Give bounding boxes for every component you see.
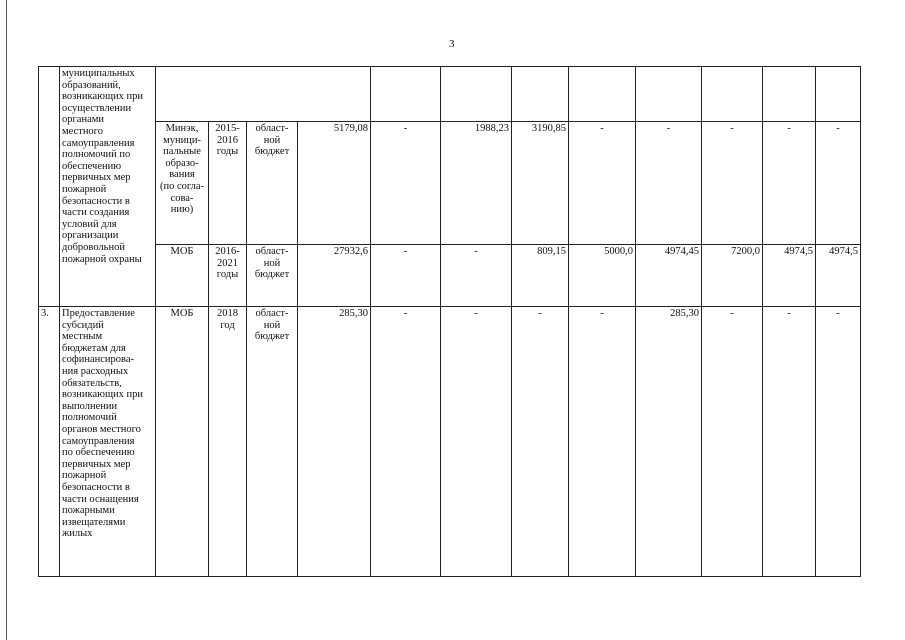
value-cell: 285,30 (298, 307, 371, 577)
value-cell: - (371, 122, 441, 245)
empty-cell (763, 67, 816, 122)
value-cell: - (763, 122, 816, 245)
value-cell: - (441, 307, 512, 577)
value-cell: 5000,0 (569, 245, 636, 307)
value-cell: 285,30 (636, 307, 702, 577)
value-cell: - (702, 307, 763, 577)
value-cell: 1988,23 (441, 122, 512, 245)
executor-cell: МОБ (156, 245, 209, 307)
period-cell: 2018 год (209, 307, 247, 577)
page-number: 3 (449, 38, 455, 50)
value-cell: - (702, 122, 763, 245)
value-cell: - (636, 122, 702, 245)
table-row (39, 67, 861, 122)
empty-cell (636, 67, 702, 122)
value-cell: 5179,08 (298, 122, 371, 245)
executor-cell: МОБ (156, 307, 209, 577)
value-cell: - (569, 307, 636, 577)
value-cell: 4974,5 (816, 245, 861, 307)
table-row (39, 307, 861, 577)
period-cell: 2015- 2016 годы (209, 122, 247, 245)
value-cell: - (371, 307, 441, 577)
value-cell: 809,15 (512, 245, 569, 307)
empty-cell (569, 67, 636, 122)
empty-cell (512, 67, 569, 122)
executor-cell: Минэк, муници- пальные образо- вания (по согла- сова- нию) (156, 122, 209, 245)
funding-source-cell: област- ной бюджет (247, 122, 298, 245)
budget-table (38, 66, 861, 577)
funding-source-cell: област- ной бюджет (247, 245, 298, 307)
value-cell: 27932,6 (298, 245, 371, 307)
value-cell: - (569, 122, 636, 245)
value-cell: - (816, 307, 861, 577)
empty-cell (816, 67, 861, 122)
empty-cell (156, 67, 371, 122)
page-left-edge-line (6, 0, 7, 640)
row-number-cell: 3. (39, 307, 60, 577)
empty-cell (371, 67, 441, 122)
activity-name-cell: Предоставление субсидий местным бюджетам для софинансирова- ния расходных обязательств, возникающих при выполнении полномочий органов местного самоуправления по обеспечению первичных мер пожарной безопасности в части оснащения пожарными извещателями жилых (60, 307, 156, 577)
row-number-cell (39, 67, 60, 307)
period-cell: 2016- 2021 годы (209, 245, 247, 307)
activity-name-cell: муниципальных образований, возникающих при осуществлении органами местного самоуправления полномочий по обеспечению первичных мер пожарной безопасности в части создания условий для организации добровольной пожарной охраны (60, 67, 156, 307)
value-cell: - (763, 307, 816, 577)
empty-cell (441, 67, 512, 122)
empty-cell (702, 67, 763, 122)
value-cell: 3190,85 (512, 122, 569, 245)
value-cell: 4974,5 (763, 245, 816, 307)
value-cell: - (371, 245, 441, 307)
table-row (39, 122, 861, 245)
value-cell: 4974,45 (636, 245, 702, 307)
value-cell: - (441, 245, 512, 307)
value-cell: 7200,0 (702, 245, 763, 307)
value-cell: - (816, 122, 861, 245)
value-cell: - (512, 307, 569, 577)
table-row (39, 245, 861, 307)
funding-source-cell: област- ной бюджет (247, 307, 298, 577)
